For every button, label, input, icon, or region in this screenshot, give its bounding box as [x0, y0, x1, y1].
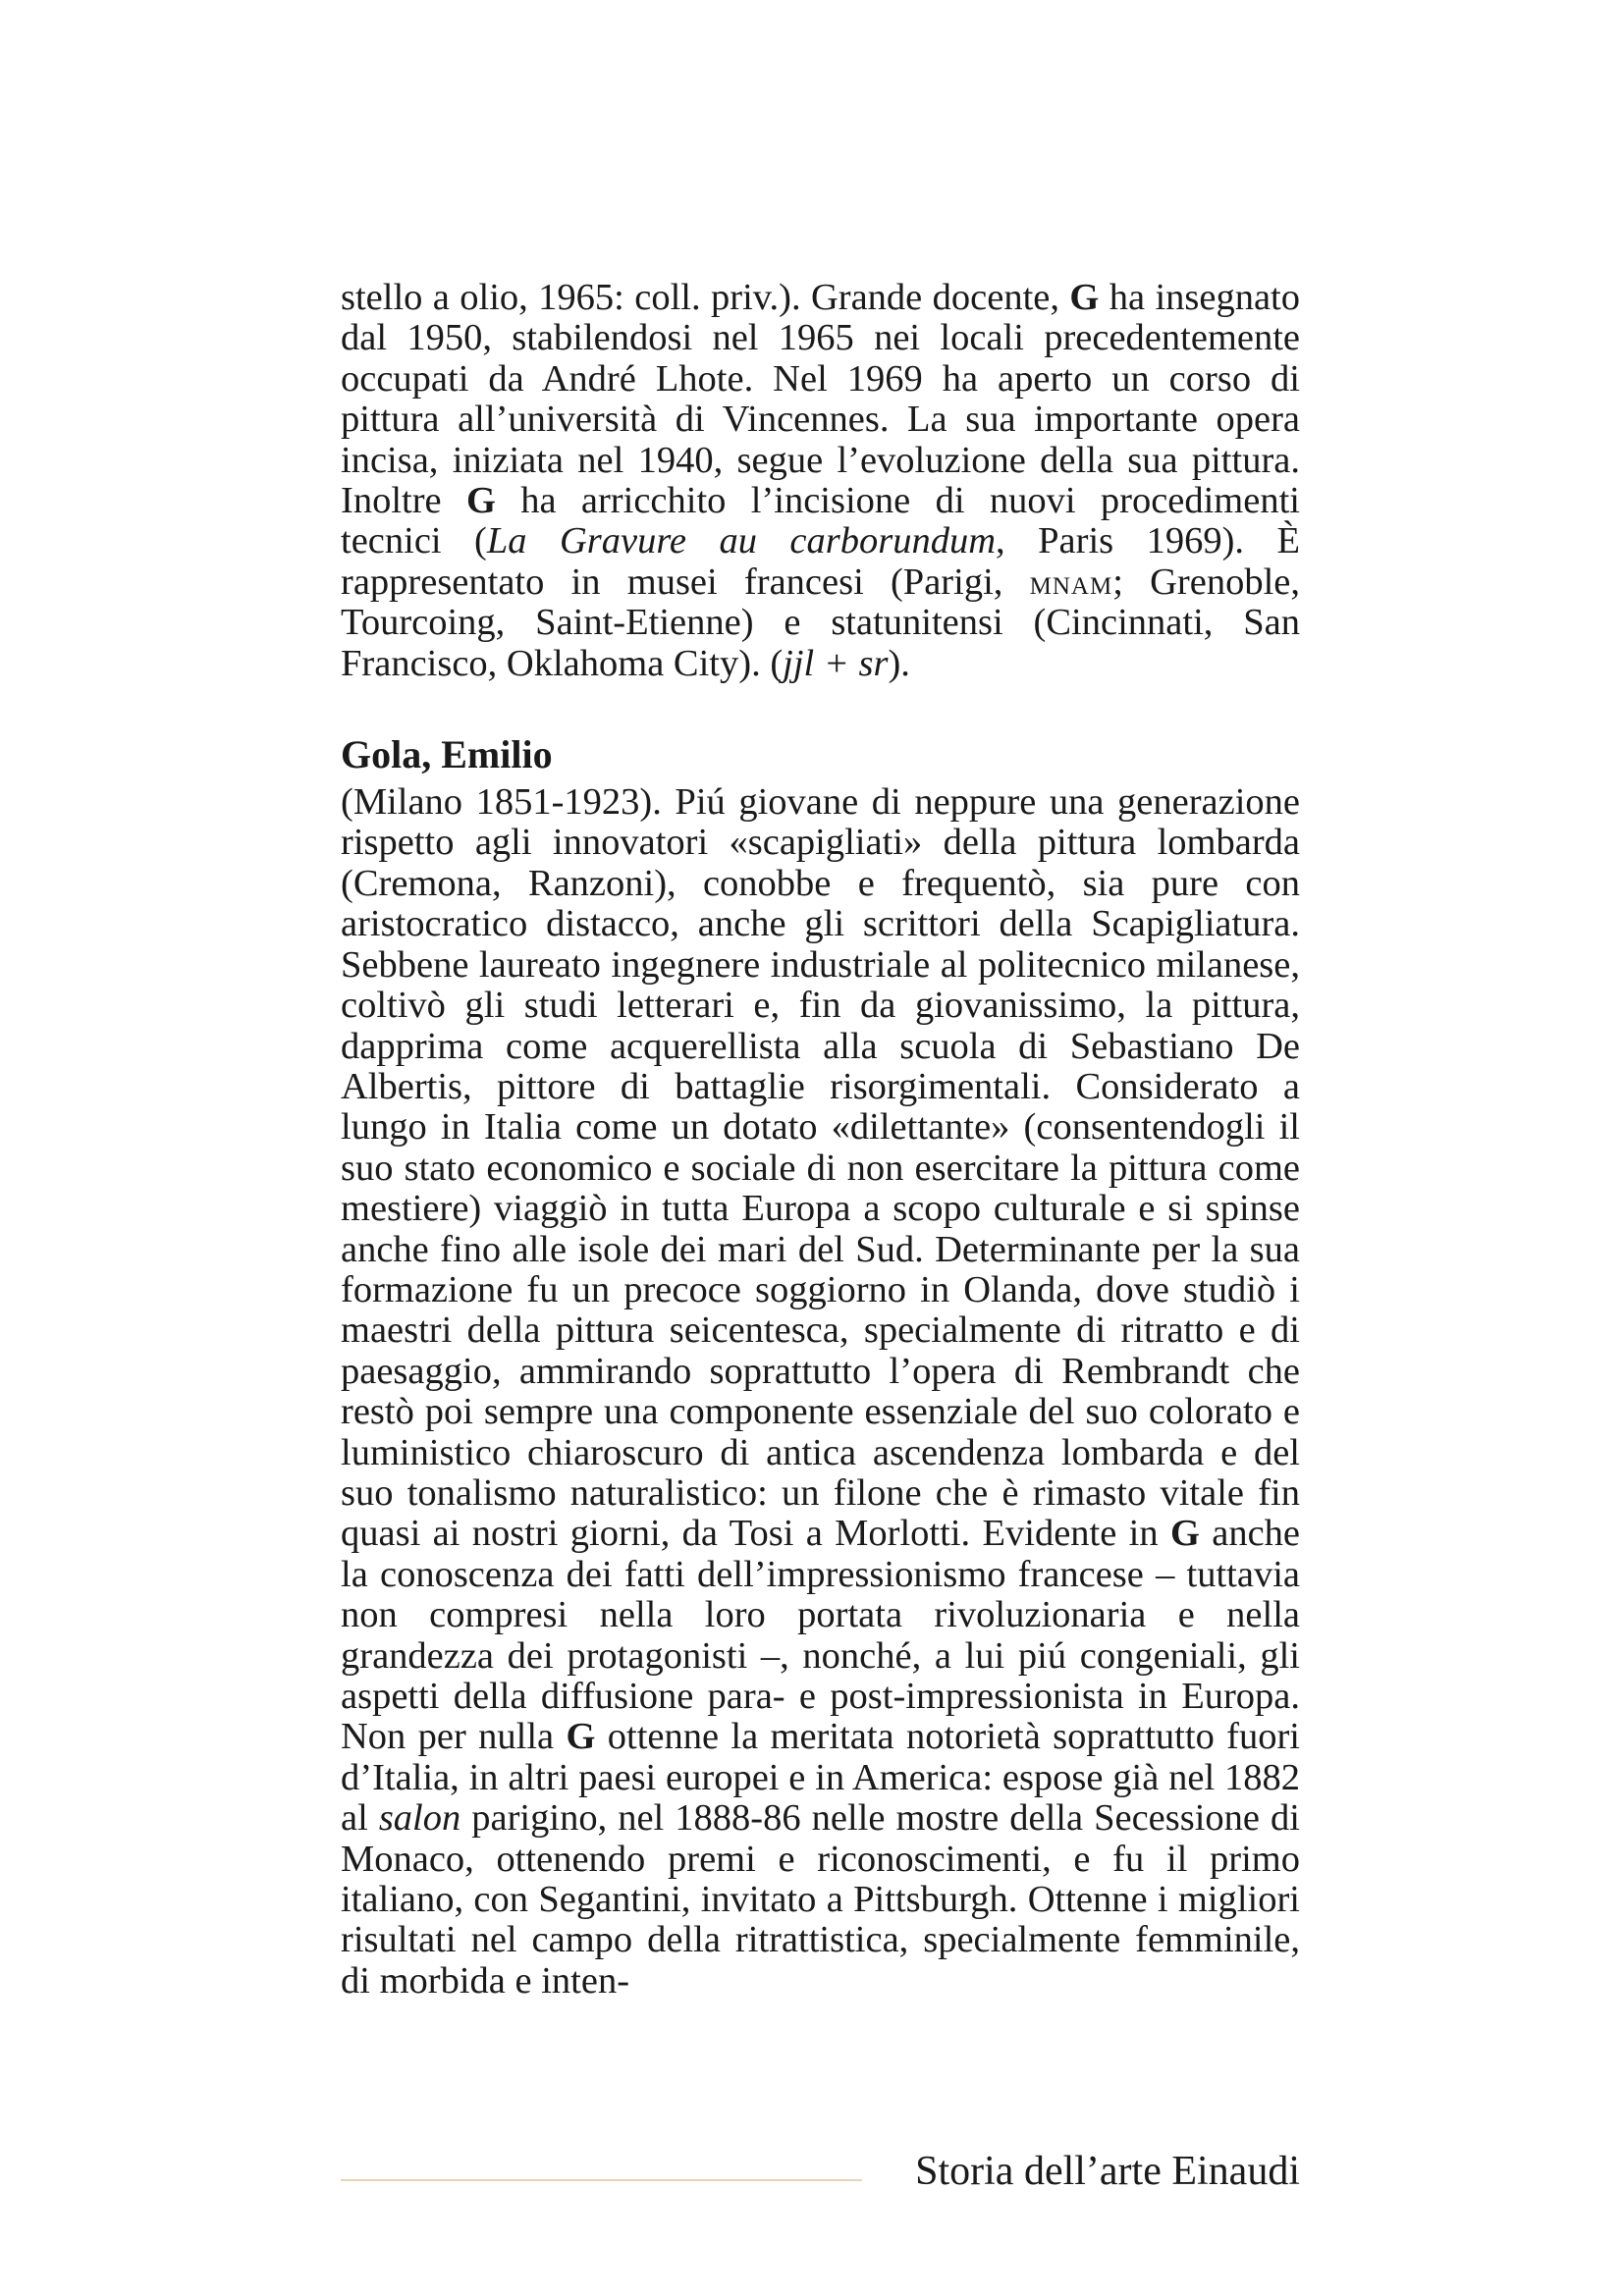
- text-segment: stello a olio, 1965: coll. priv.). Grande docente,: [341, 277, 1070, 318]
- text-segment: ).: [888, 642, 910, 684]
- author-initials: jjl + sr: [783, 642, 889, 684]
- publisher-name: Storia dell’arte Einaudi: [915, 2149, 1300, 2194]
- text-segment: parigino, nel 1888-86 nelle mostre della Secessione di Monaco, ottenendo premi e riconoscimenti, e fu il primo italiano, con Segantini, invitato a Pittsburgh. Ottenne i migliori risultati nel campo della ritrattistica, specialmente femminile, di morbida e inten-: [341, 1797, 1300, 2002]
- entry-abbrev: G: [1069, 277, 1100, 318]
- page-footer: [341, 2146, 1300, 2205]
- text-segment: ha insegnato dal 1950, stabilendosi nel 1965 nei locali precedentemente occupati da André Lhote. Nel 1969 ha aperto un corso di pittura all’università di Vincennes. La sua importante opera incisa, iniziata nel 1940, segue l’evoluzione della sua pittura. Inoltre: [341, 277, 1301, 522]
- text-segment: , Paris 1969). È rappresentato in musei francesi (Parigi,: [341, 520, 1300, 603]
- entry-body-text: [341, 782, 1300, 2002]
- entry-abbrev: G: [465, 480, 496, 522]
- text-segment: ; Grenoble, Tourcoing, Saint-Etienne) e statunitensi (Cincinnati, San Francisco, Oklahoma City). (: [341, 561, 1300, 684]
- book-title: La Gravure au carborundum: [486, 520, 997, 562]
- footer-divider: [341, 2179, 862, 2181]
- text-segment: ha arricchito l’incisione di nuovi procedimenti tecnici (: [341, 480, 1300, 562]
- text-segment: (Milano 1851-1923). Piú giovane di neppure una generazione rispetto agli innovatori «scapigliati» della pittura lombarda (Cremona, Ranzoni), conobbe e frequentò, sia pure con aristocratico distacco, anche gli scrittori della Scapigliatura. Sebbene laureato ingegnere industriale al politecnico milanese, coltivò gli studi letterari e, fin da giovanissimo, la pittura, dapprima come acquerellista alla scuola di Sebastiano De Albertis, pittore di battaglie risorgimentali. Considerato a lungo in Italia come un dotato «dilettante» (consentendogli il suo stato economico e sociale di non esercitare la pittura come mestiere) viaggiò in tutta Europa a scopo culturale e si spinse anche fino alle isole dei mari del Sud. Determinante per la sua formazione fu un precoce soggiorno in Olanda, dove studiò i maestri della pittura seicentesca, specialmente di ritratto e di paesaggio, ammirando soprattutto l’opera di Rembrandt che restò poi sempre una componente essenziale del suo colorato e luministico chiaroscuro di antica ascendenza lombarda e del suo tonalismo naturalistico: un filone che è rimasto vitale fin quasi ai nostri giorni, da Tosi a Morlotti. Evidente in: [341, 781, 1300, 1555]
- entry-continuation-text: [341, 278, 1300, 684]
- entry-abbrev: G: [566, 1716, 596, 1758]
- italic-term: salon: [378, 1797, 461, 1840]
- text-segment: ottenne la meritata notorietà soprattutto fuori d’Italia, in altri paesi europei e in America: espose già nel 1882 al: [341, 1716, 1300, 1840]
- page-content: [341, 278, 1300, 2002]
- entry-title: Gola, Emilio: [341, 732, 553, 777]
- entry-abbrev: G: [1169, 1513, 1200, 1555]
- text-segment: anche la conoscenza dei fatti dell’impressionismo francese – tuttavia non compresi nella loro portata rivoluzionaria e nella grandezza dei protagonisti –, nonché, a lui piú congeniali, gli aspetti della diffusione para- e post-impressionista in Europa. Non per nulla: [341, 1513, 1301, 1758]
- museum-abbrev: mnam: [1029, 561, 1113, 602]
